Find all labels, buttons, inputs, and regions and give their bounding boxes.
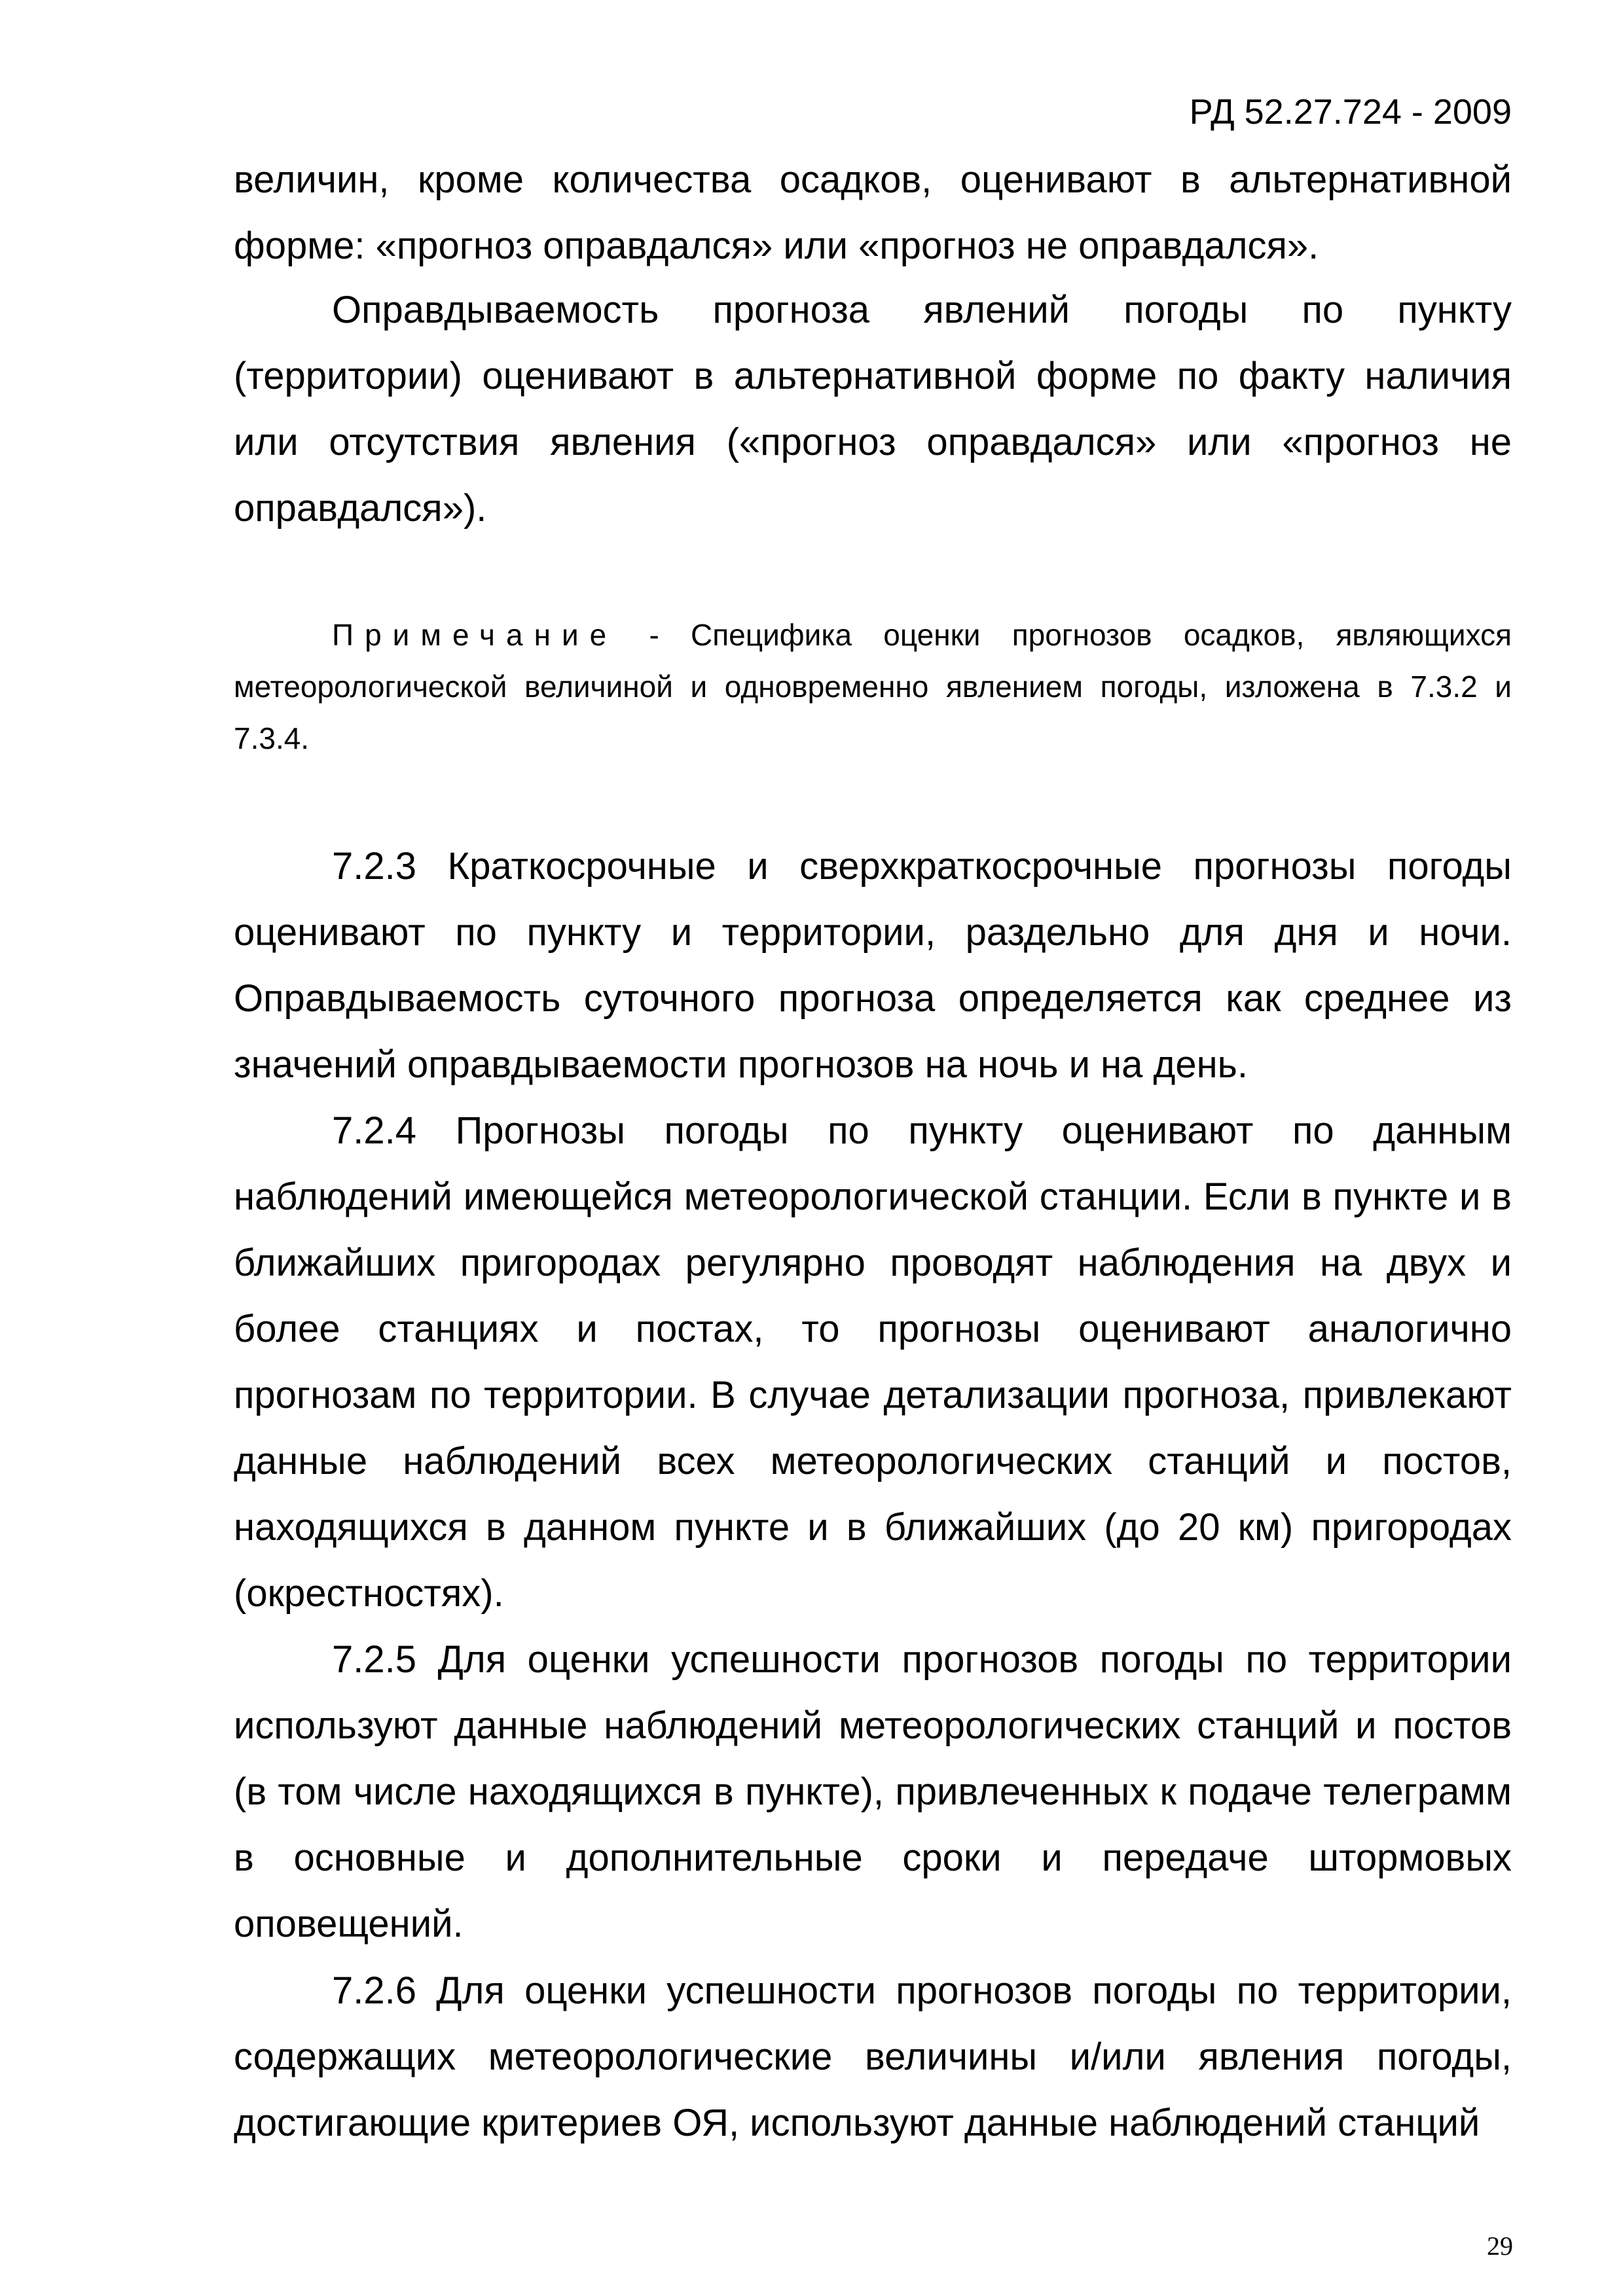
section-number: 7.2.6: [332, 1969, 416, 2012]
section-text: Для оценки успешности прогнозов погоды по территории, содержащих метеорологические величины и/или явления погоды, достигающие критериев ОЯ, используют данные наблюдений станций: [234, 1969, 1512, 2144]
section-number: 7.2.5: [332, 1638, 416, 1681]
section-number: 7.2.3: [332, 845, 416, 888]
page-number: 29: [1487, 2231, 1513, 2261]
section-7-2-3: [234, 833, 1512, 1098]
paragraph-phenomena-justification: [234, 277, 1512, 541]
note-separator: -: [617, 618, 691, 652]
section-7-2-5: [234, 1626, 1512, 1957]
section-number: 7.2.4: [332, 1109, 416, 1152]
section-text: Краткосрочные и сверхкраткосрочные прогнозы погоды оценивают по пункту и территории, раздельно для дня и ночи. Оправдываемость суточного прогноза определяется как среднее из значений оправдываемости прогнозов на ночь и на день.: [234, 845, 1512, 1086]
paragraph-continuation: [234, 147, 1512, 279]
paragraph-text: величин, кроме количества осадков, оценивают в альтернативной форме: «прогноз оправдался» или «прогноз не оправдался».: [234, 158, 1512, 267]
note: [234, 609, 1512, 764]
note-label: Примечание: [332, 618, 618, 652]
section-text: Прогнозы погоды по пункту оценивают по данным наблюдений имеющейся метеорологической станции. Если в пункте и в ближайших пригородах регулярно проводят наблюдения на двух и более станциях и постах, то прогнозы оценивают аналогично прогнозам по территории. В случае детализации прогноза, привлекают данные наблюдений всех метеорологических станций и постов, находящихся в данном пункте и в ближайших (до 20 км) пригородах (окрестностях).: [234, 1109, 1512, 1615]
note-text: Специфика оценки прогнозов осадков, являющихся метеорологической величиной и одновременно явлением погоды, изложена в 7.3.2 и 7.3.4.: [234, 618, 1512, 755]
document-code: РД 52.27.724 - 2009: [1189, 92, 1512, 132]
paragraph-text: Оправдываемость прогноза явлений погоды по пункту (территории) оценивают в альтернативной форме по факту наличия или отсутствия явления («прогноз оправдался» или «прогноз не оправдался»).: [234, 289, 1512, 529]
section-7-2-4: [234, 1098, 1512, 1626]
section-7-2-6: [234, 1958, 1512, 2156]
section-text: Для оценки успешности прогнозов погоды по территории используют данные наблюдений метеорологических станций и постов (в том числе находящихся в пункте), привлеченных к подаче телеграмм в основные и дополнительные сроки и передаче штормовых оповещений.: [234, 1638, 1512, 1945]
